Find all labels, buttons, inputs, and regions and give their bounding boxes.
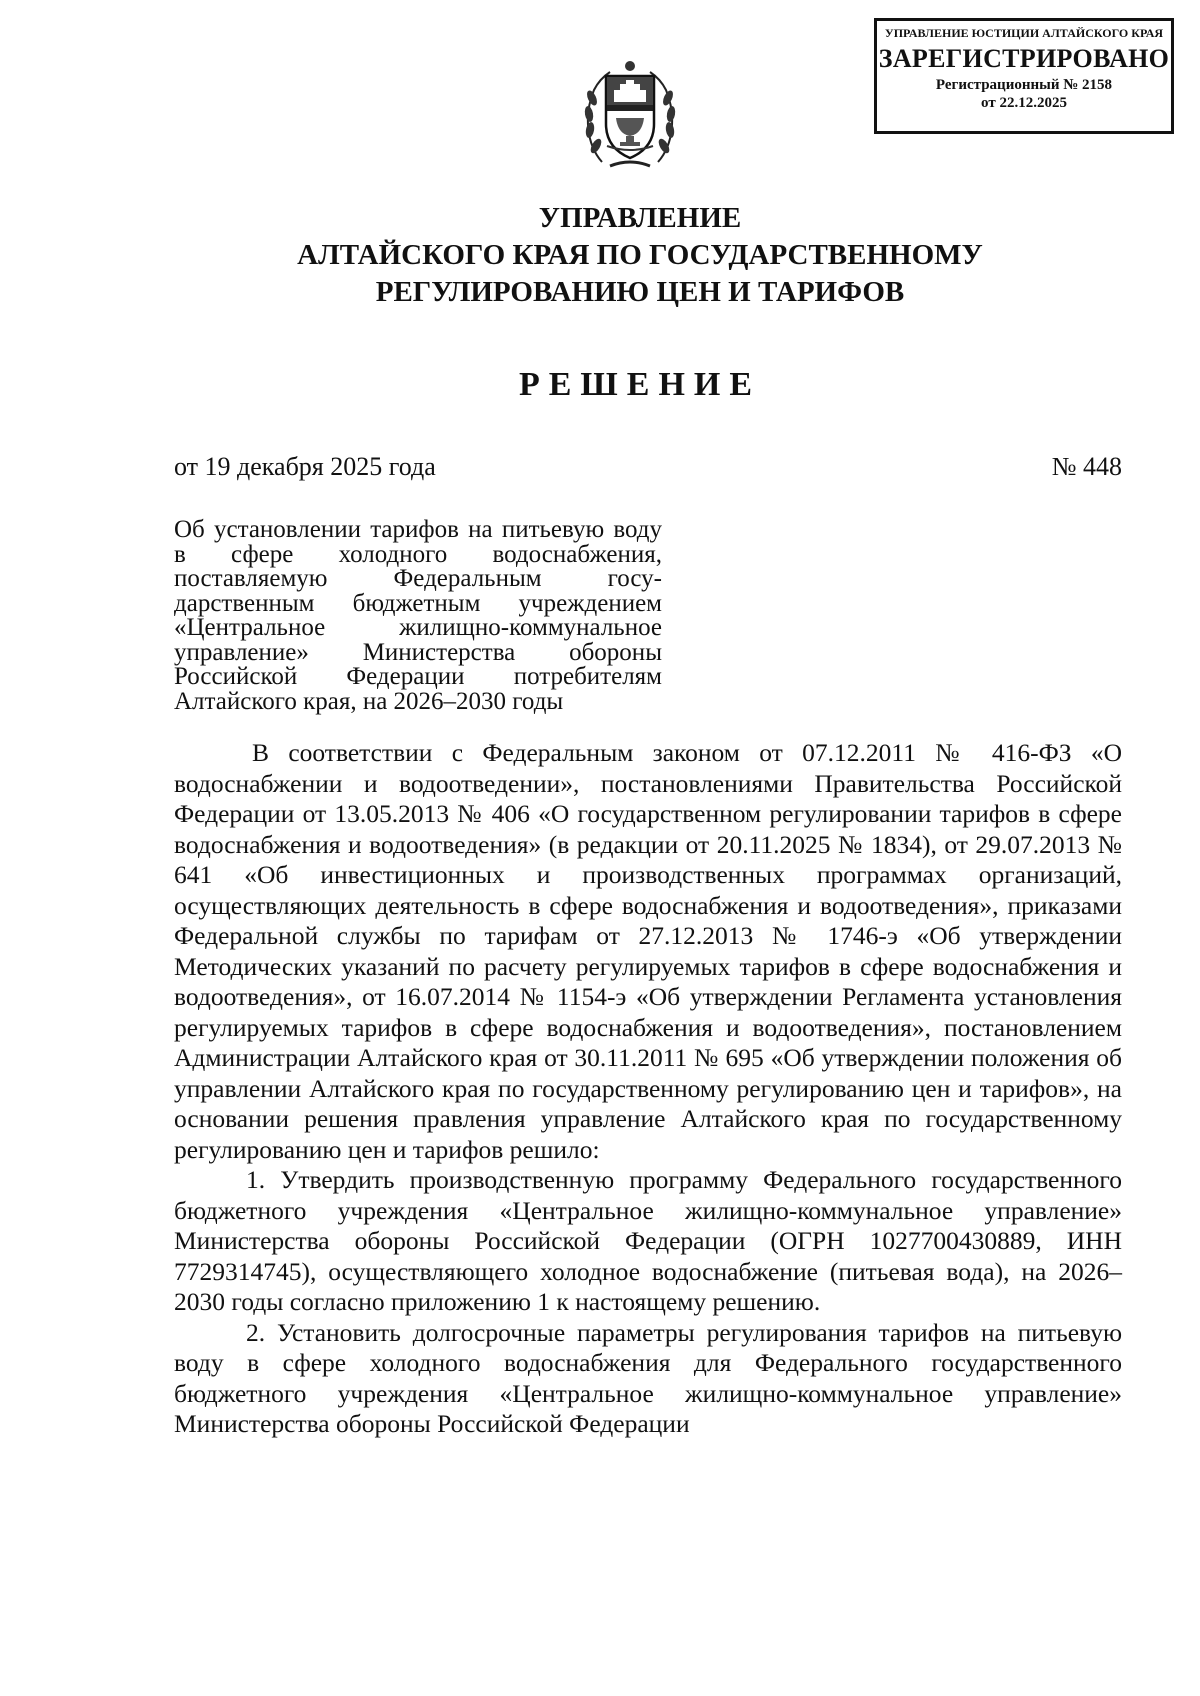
stamp-department: УПРАВЛЕНИЕ ЮСТИЦИИ АЛТАЙСКОГО КРАЯ — [884, 26, 1164, 40]
stamp-registration-date: от 22.12.2025 — [981, 95, 1067, 111]
document-subject: Об установлении тарифов на питьевую воду в сфере холодного водоснабжения, поставляемую Федеральным государственным бюджетным учреждением «Центральное жилищно-коммунальное управление» Министерства обороны Российской Федерации потребителям Алтайского края, на 2026–2030 годы — [174, 516, 662, 715]
body-item-1: 1. Утвердить производственную программу Федерального государственного бюджетного учреждения «Центральное жилищно-коммунальное управление» Министерства обороны Российской Федерации (ОГРН 1027700430889, ИНН 7729314745), осуществляющего холодное водоснабжение (питьевая вода), на 2026–2030 годы согласно приложению 1 к настоящему решению. — [174, 1165, 1122, 1316]
altai-krai-coat-of-arms-icon — [580, 54, 680, 176]
document-type-title: РЕШЕНИЕ — [518, 366, 762, 403]
agency-line-3: РЕГУЛИРОВАНИЮ ЦЕН И ТАРИФОВ — [375, 276, 905, 308]
body-preamble: В соответствии с Федеральным законом от 07.12.2011 № 416-ФЗ «О водоснабжении и водоотведении», постановлениями Правительства Российской Федерации от 13.05.2013 № 406 «О государственном регулировании тарифов в сфере водоснабжения и водоотведения» (в редакции от 20.11.2025 № 1834), от 29.07.2013 № 641 «Об инвестиционных и производственных программах организаций, осуществляющих деятельность в сфере водоснабжения и водоотведения», приказами Федеральной службы по тарифам от 27.12.2013 № 1746-э «Об утверждении Методических указаний по расчету регулируемых тарифов в сфере водоснабжения и водоотведения», от 16.07.2014 № 1154-э «Об утверждении Регламента установления регулируемых тарифов в сфере водоснабжения и водоотведения», постановлением Администрации Алтайского края от 30.11.2011 № 695 «Об утверждении положения об управлении Алтайского края по государственному регулированию цен и тарифов», на основании решения правления управление Алтайского края по государственному регулированию цен и тарифов решило: — [174, 738, 1122, 1164]
document-date: от 19 декабря 2025 года — [174, 452, 436, 481]
document-date-number — [174, 452, 1122, 482]
document-body — [174, 738, 1122, 1440]
document-number: № 448 — [1051, 452, 1122, 481]
agency-name — [200, 200, 1080, 311]
agency-line-2: АЛТАЙСКОГО КРАЯ ПО ГОСУДАРСТВЕННОМУ — [297, 239, 983, 271]
agency-line-1: УПРАВЛЕНИЕ — [538, 202, 742, 234]
stamp-registration-number: Регистрационный № 2158 — [935, 77, 1113, 93]
body-item-2: 2. Установить долгосрочные параметры регулирования тарифов на питьевую воду в сфере холодного водоснабжения для Федерального государственного бюджетного учреждения «Центральное жилищно-коммунальное управление» Министерства обороны Российской Федерации — [174, 1317, 1122, 1438]
registration-stamp — [874, 18, 1174, 134]
stamp-status: ЗАРЕГИСТРИРОВАНО — [878, 44, 1170, 73]
